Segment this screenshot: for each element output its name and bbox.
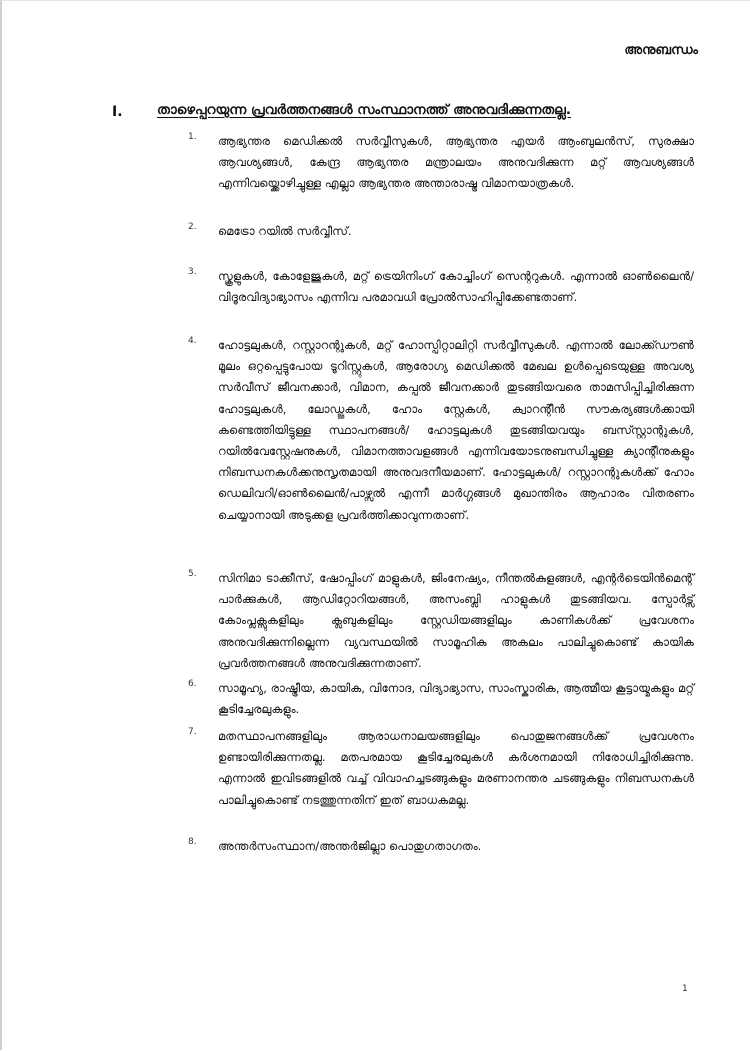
list-item	[188, 726, 694, 811]
item-number: 8.	[188, 837, 197, 847]
list-item	[188, 335, 694, 526]
item-text: സാമൂഹ്യ, രാഷ്ട്രീയ, കായിക, വിനോദ, വിദ്യാഭ്യാസ, സാംസ്കാരിക, ആത്മീയ കൂട്ടായ്മകളും മറ്റ് കൂടിച്ചേരലുകളും.	[218, 681, 694, 717]
item-text: സിനിമാ ടാക്കീസ്, ഷോപ്പിംഗ് മാളുകൾ, ജിംനേഷ്യം, നീന്തൽകുളങ്ങൾ, എന്റർടെയിൻമെന്റ് പാർക്കുകൾ, ആഡിറ്റോറിയങ്ങൾ, അസംബ്ലി ഹാളുകൾ തുടങ്ങിയവ. സ്പോർട്സ് കോംപ്ലക്സുകളിലും ക്ലബുകളിലും സ്റ്റേഡിയങ്ങളിലും കാണികൾക്ക് പ്രവേശനം അനുവദിക്കുന്നില്ലെന്ന വ്യവസ്ഥയിൽ സാമൂഹിക അകലം പാലിച്ചുകൊണ്ട് കായിക പ്രവർത്തനങ്ങൾ അനുവദിക്കുന്നതാണ്.	[218, 571, 694, 670]
item-number: 5.	[188, 569, 197, 579]
item-number: 6.	[188, 679, 197, 689]
annexure-title: അനുബന്ധം	[624, 43, 698, 58]
page-number: 1	[682, 984, 688, 994]
section-number: I.	[112, 104, 123, 120]
item-number: 4.	[188, 336, 197, 346]
list-item	[188, 131, 694, 195]
list-item	[188, 678, 694, 720]
item-number: 1.	[188, 132, 197, 142]
item-number: 7.	[188, 727, 197, 737]
item-text: ഹോട്ടലുകൾ, റസ്റ്റാറന്റുകൾ, മറ്റ് ഹോസ്പിറ്റാലിറ്റി സർവ്വീസുകൾ. എന്നാൽ ലോക്ക്ഡൗൺ മൂലം ഒറ്റപ്പെട്ടുപോയ ടൂറിസ്റ്റുകൾ, ആരോഗ്യ മെഡിക്കൽ മേഖല ഉൾപ്പെടെയുള്ള അവശ്യ സർവീസ് ജീവനക്കാർ, വിമാന, കപ്പൽ ജീവനക്കാർ തുടങ്ങിയവരെ താമസിപ്പിച്ചിരിക്കുന്ന ഹോട്ടലുകൾ, ലോഡ്ജുകൾ, ഹോം സ്റ്റേകൾ, ക്വാറന്റീൻ സൗകര്യങ്ങൾക്കായി കണ്ടെത്തിയിട്ടുള്ള സ്ഥാപനങ്ങൾ/ ഹോട്ടലുകൾ തുടങ്ങിയവയും ബസ്സ്റ്റാന്റുകൾ, റയിൽവേസ്റ്റേഷനുകൾ, വിമാനത്താവളങ്ങൾ എന്നിവയോടനുബന്ധിച്ചുള്ള ക്യാന്റീനുകളും നിബന്ധനകൾക്കനുസൃതമായി അനുവദനീയമാണ്. ഹോട്ടലുകൾ/ റസ്റ്റാറന്റുകൾക്ക് ഹോം ഡെലിവറി/ഓൺലൈൻ/പാഴ്സൽ എന്നീ മാർഗ്ഗങ്ങൾ മുഖാന്തിരം ആഹാരം വിതരണം ചെയ്യാനായി അടുക്കള പ്രവർത്തിക്കാവുന്നതാണ്.	[218, 338, 694, 522]
item-text: അന്തർസംസ്ഥാന/അന്തർജില്ലാ പൊതുഗതാഗതം.	[218, 839, 482, 853]
list-item	[188, 266, 694, 308]
item-text: സ്കൂളുകൾ, കോളേജുകൾ, മറ്റ് ട്രെയിനിംഗ് കോച്ചിംഗ് സെന്ററുകൾ. എന്നാൽ ഓൺലൈൻ/വിദൂരവിദ്യാഭ്യാസം എന്നിവ പരമാവധി പ്രോൽസാഹിപ്പിക്കേണ്ടതാണ്.	[218, 269, 694, 305]
item-number: 2.	[188, 222, 197, 232]
list-item	[188, 568, 694, 674]
list-item	[188, 221, 694, 242]
list-item	[188, 836, 694, 857]
item-number: 3.	[188, 267, 197, 277]
section-heading: താഴെപ്പറയുന്ന പ്രവർത്തനങ്ങൾ സംസ്ഥാനത്ത് അനുവദിക്കുന്നതല്ല.	[157, 102, 571, 118]
item-text: മതസ്ഥാപനങ്ങളിലും ആരാധനാലയങ്ങളിലും പൊതുജനങ്ങൾക്ക് പ്രവേശനം ഉണ്ടായിരിക്കുന്നതല്ല. മതപരമായ കൂടിച്ചേരലുകൾ കർശനമായി നിരോധിച്ചിരിക്കുന്നു. എന്നാൽ ഇവിടങ്ങളിൽ വച്ച് വിവാഹച്ചടങ്ങുകളും മരണാനന്തര ചടങ്ങുകളും നിബന്ധനകൾ പാലിച്ചുകൊണ്ട് നടത്തുന്നതിന് ഇത് ബാധകമല്ല.	[218, 729, 694, 807]
item-text: ആഭ്യന്തര മെഡിക്കൽ സർവ്വീസുകൾ, ആഭ്യന്തര എയർ ആംബുലൻസ്, സുരക്ഷാ ആവശ്യങ്ങൾ, കേന്ദ്ര ആഭ്യന്തര മന്ത്രാലയം അനുവദിക്കുന്ന മറ്റ് ആവശ്യങ്ങൾ എന്നിവയ്ക്കൊഴിച്ചുള്ള എല്ലാ ആഭ്യന്തര അന്താരാഷ്ട്ര വിമാനയാത്രകൾ.	[218, 134, 694, 191]
item-text: മെട്രോ റയിൽ സർവ്വീസ്.	[218, 224, 352, 238]
